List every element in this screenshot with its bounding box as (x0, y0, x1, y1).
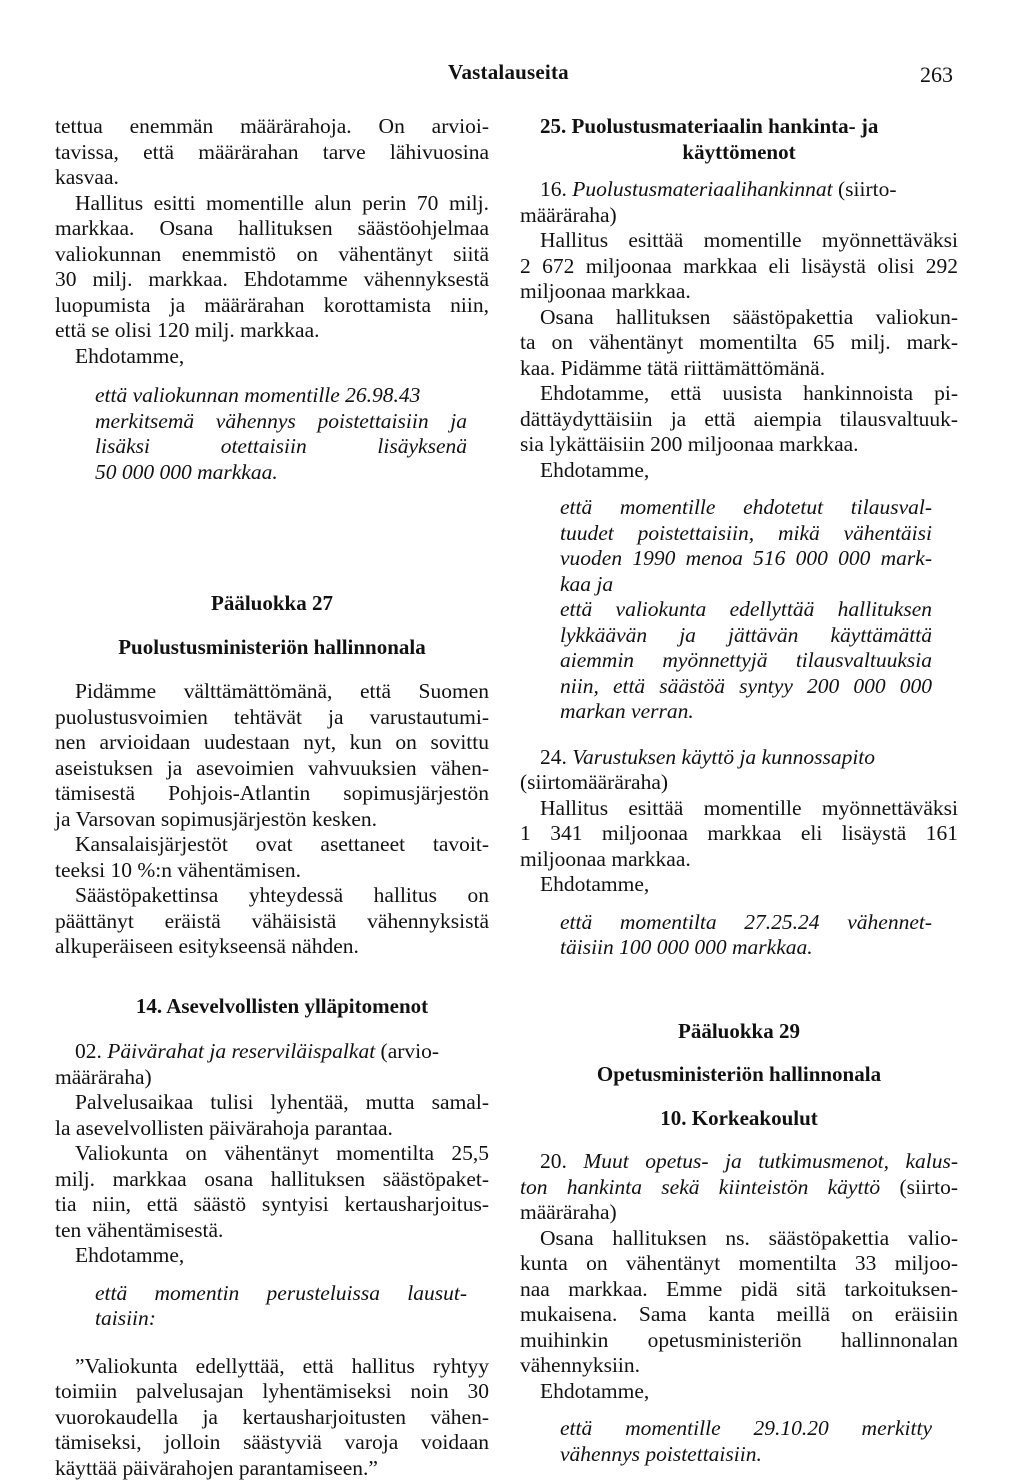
ehdotamme-text: Ehdotamme, (540, 457, 650, 482)
paragraph (55, 679, 489, 832)
text-line: markan verran. (560, 699, 694, 723)
paragraph (55, 191, 489, 344)
text-line: kasvaa. (55, 165, 119, 189)
text-line: tuudet poistettaisiin, mikä vähentäisi (560, 520, 932, 545)
text-line: la asevelvollisten päivärahoja parantaa. (55, 1115, 393, 1140)
text-line: markkaa. Osana hallituksen säästöohjelmaa (55, 216, 489, 240)
text-line: aiemmin myönnettyjä tilausvaltuuksia (560, 648, 932, 672)
text-line: Osana hallituksen säästöpakettia valiokun- (540, 304, 958, 329)
text-line: luopumista ja määrärahan korottamista niin, (55, 292, 489, 317)
text-line: sia lykättäisiin 200 miljoonaa markkaa. (520, 432, 859, 456)
text-line: Hallitus esittää momentille myönnettäväksi (540, 228, 958, 252)
running-title: Vastalauseita (448, 60, 569, 84)
item-title: 25. Puolustusmateriaalin hankinta- ja (540, 114, 879, 138)
item-number: 16. (540, 177, 567, 201)
text-line: kaa ja (560, 571, 614, 596)
proposal-quote (95, 1281, 467, 1332)
text-line: naa markkaa. Emme pidä sitä tarkoituksen- (520, 1276, 958, 1301)
paragraph (55, 1354, 489, 1482)
item-heading (520, 177, 958, 228)
ehdotamme-text: Ehdotamme, (540, 872, 650, 896)
text-line: lisäksi otettaisiin lisäyksenä (95, 434, 467, 458)
text-line: vuoden 1990 menoa 516 000 000 mark- (560, 546, 932, 570)
ehdotamme-text: Ehdotamme, (75, 1243, 185, 1267)
paragraph (520, 228, 958, 305)
item-number: 20. (540, 1149, 567, 1173)
item-name: Muut opetus- ja tutkimusmenot, kalus- (583, 1149, 959, 1173)
text-line: ja Varsovan sopimusjärjestön kesken. (55, 806, 378, 831)
text-line: ten vähentämisestä. (55, 1217, 224, 1242)
text-line: merkitsemä vähennys poistettaisiin ja (95, 408, 467, 433)
proposal-quote (560, 495, 932, 597)
text-line: miljoonaa markkaa. (520, 846, 691, 871)
text-line: mukaisena. Sama kanta meillä on eräisiin (520, 1302, 958, 1326)
item-title: 14. Asevelvollisten ylläpitomenot (135, 993, 429, 1018)
text-line: teeksi 10 %:n vähentämisen. (55, 857, 301, 882)
text-line: tämisestä Pohjois-Atlantin sopimusjärjestön (55, 781, 489, 805)
text-line (520, 1149, 958, 1175)
text-line: että momentille ehdotetut tilausval- (560, 495, 932, 519)
text-line: käyttää päivärahojen parantamiseen.” (55, 1455, 378, 1480)
item-type: (siirto- (832, 177, 897, 201)
text-line: alkuperäiseen esitykseensä nähden. (55, 934, 359, 958)
text-line: että momentilta 27.25.24 vähennet- (560, 909, 932, 934)
text-line: 50 000 000 markkaa. (95, 459, 278, 484)
item-heading (520, 1149, 958, 1226)
item-type: (arvio- (375, 1039, 440, 1063)
text-line: vähennyksiin. (520, 1353, 641, 1377)
text-line: 1 341 miljoonaa markkaa eli lisäystä 161 (520, 821, 958, 845)
item-title: 10. Korkeakoulut (660, 1105, 818, 1130)
paragraph (520, 305, 958, 382)
item-name: Päivärahat ja reserviläispalkat (107, 1039, 376, 1063)
text-line: tavissa, että määrärahan tarve lähivuosina (55, 139, 489, 164)
text-line: Osana hallituksen ns. säästöpakettia valio- (540, 1225, 958, 1250)
text-line: vuorokaudella ja kertausharjoitusten vähen- (55, 1404, 489, 1429)
text-line: Säästöpakettinsa yhteydessä hallitus on (75, 883, 489, 907)
text-line: päättänyt eräistä vähäisistä vähennyksistä (55, 908, 489, 933)
proposal-quote (560, 597, 932, 725)
text-line: Palvelusaikaa tulisi lyhentää, mutta samal- (75, 1090, 489, 1114)
text-line: 2 672 miljoonaa markkaa eli lisäystä olisi 292 (520, 253, 958, 278)
item-name: ton hankinta sekä kiinteistön käyttö (520, 1174, 881, 1199)
text-line: määräraha) (520, 202, 617, 227)
text-line: että valiokunnan momentille 26.98.43 (95, 383, 421, 407)
paragraph (520, 381, 958, 458)
text-line: Hallitus esitti momentille alun perin 70 milj. (75, 190, 489, 215)
text-line: dättäydyttäisiin ja että aiempia tilausvaltuuk- (520, 406, 958, 431)
item-title-continued: käyttömenot (682, 139, 796, 164)
text-line: nen arvioidaan uudestaan nyt, kun on sovittu (55, 730, 489, 754)
item-name: Puolustusmateriaalihankinnat (572, 177, 833, 201)
text-line: että momentille 29.10.20 merkitty (560, 1416, 932, 1440)
text-line (520, 745, 958, 771)
text-line: Valiokunta on vähentänyt momentilta 25,5 (75, 1141, 489, 1165)
text-line: muihinkin opetusministeriön hallinnonalan (520, 1327, 958, 1352)
text-line: että se olisi 120 milj. markkaa. (55, 318, 320, 342)
item-number: 02. (75, 1039, 102, 1063)
item-name: Varustuksen käyttö ja kunnossapito (572, 744, 876, 769)
text-line: että momentin perusteluissa lausut- (95, 1280, 467, 1305)
text-line: täisiin 100 000 000 markkaa. (560, 935, 813, 959)
text-line (520, 177, 958, 203)
proposal-quote (560, 1416, 932, 1467)
text-line: kunta on vähentänyt momentilta 33 miljoo- (520, 1251, 958, 1275)
text-line: (siirtomääräraha) (520, 770, 669, 794)
ehdotamme-text: Ehdotamme, (75, 343, 185, 368)
text-line: että valiokunta edellyttää hallituksen (560, 597, 932, 621)
left-column (55, 114, 489, 1481)
proposal-quote (95, 383, 467, 485)
proposal-quote (560, 910, 932, 961)
text-line: ta on vähentänyt momentilta 65 milj. mark- (520, 330, 958, 354)
paragraph (55, 832, 489, 883)
text-line: milj. markkaa osana hallituksen säästöpaket- (55, 1166, 489, 1191)
text-line: Kansalaisjärjestöt ovat asettaneet tavoit- (75, 832, 489, 856)
item-heading (520, 745, 958, 796)
text-line: aseistuksen ja asevoimien vahvuuksien vähen- (55, 755, 489, 780)
text-line: 30 milj. markkaa. Ehdotamme vähennyksestä (55, 267, 489, 291)
text-line: tia niin, että säästö syntyisi kertausharjoitus- (55, 1192, 489, 1216)
page-number: 263 (920, 62, 953, 87)
text-line: ”Valiokunta edellyttää, että hallitus ryhtyy (75, 1353, 489, 1378)
text-line: määräraha) (520, 1200, 617, 1224)
text-line: tämiseksi, jolloin säästyviä varoja voidaan (55, 1430, 489, 1454)
text-line: Hallitus esittää momentille myönnettäväksi (540, 795, 958, 820)
section-subtitle: Puolustusministeriön hallinnonala (118, 634, 426, 659)
text-line: lykkäävän ja jättävän käyttämättä (560, 622, 932, 647)
paragraph (520, 1226, 958, 1379)
text-line: kaa. Pidämme tätä riittämättömänä. (520, 355, 826, 380)
item-heading (55, 1039, 489, 1090)
section-title: Pääluokka 27 (211, 591, 333, 615)
text-line: tettua enemmän määrärahoja. On arvioi- (55, 114, 489, 138)
paragraph (55, 1141, 489, 1243)
text-line: toimiin palvelusajan lyhentämiseksi noin 30 (55, 1379, 489, 1403)
text-line: puolustusvoimien tehtävät ja varustautumi- (55, 704, 489, 729)
section-title: Pääluokka 29 (678, 1018, 800, 1043)
page-header (0, 60, 1024, 90)
paragraph (55, 1090, 489, 1141)
text-line: valiokunnan enemmistö on vähentänyt siitä (55, 241, 489, 266)
right-column (520, 114, 958, 1467)
text-line: Ehdotamme, että uusista hankinnoista pi- (540, 381, 958, 405)
item-number: 24. (540, 744, 567, 769)
text-line: Pidämme välttämättömänä, että Suomen (75, 679, 489, 703)
text-line (520, 1175, 958, 1201)
paragraph (55, 114, 489, 191)
text-line (55, 1039, 489, 1065)
ehdotamme-text: Ehdotamme, (540, 1378, 650, 1403)
text-line: miljoonaa markkaa. (520, 279, 691, 303)
paragraph (520, 796, 958, 873)
text-line: niin, että säästöä syntyy 200 000 000 (560, 673, 932, 698)
text-line: vähennys poistettaisiin. (560, 1441, 762, 1466)
text-line: määräraha) (55, 1064, 152, 1089)
text-line: taisiin: (95, 1306, 156, 1330)
section-subtitle: Opetusministeriön hallinnonala (596, 1062, 882, 1086)
paragraph (55, 883, 489, 960)
item-type: (siirto- (880, 1174, 958, 1199)
